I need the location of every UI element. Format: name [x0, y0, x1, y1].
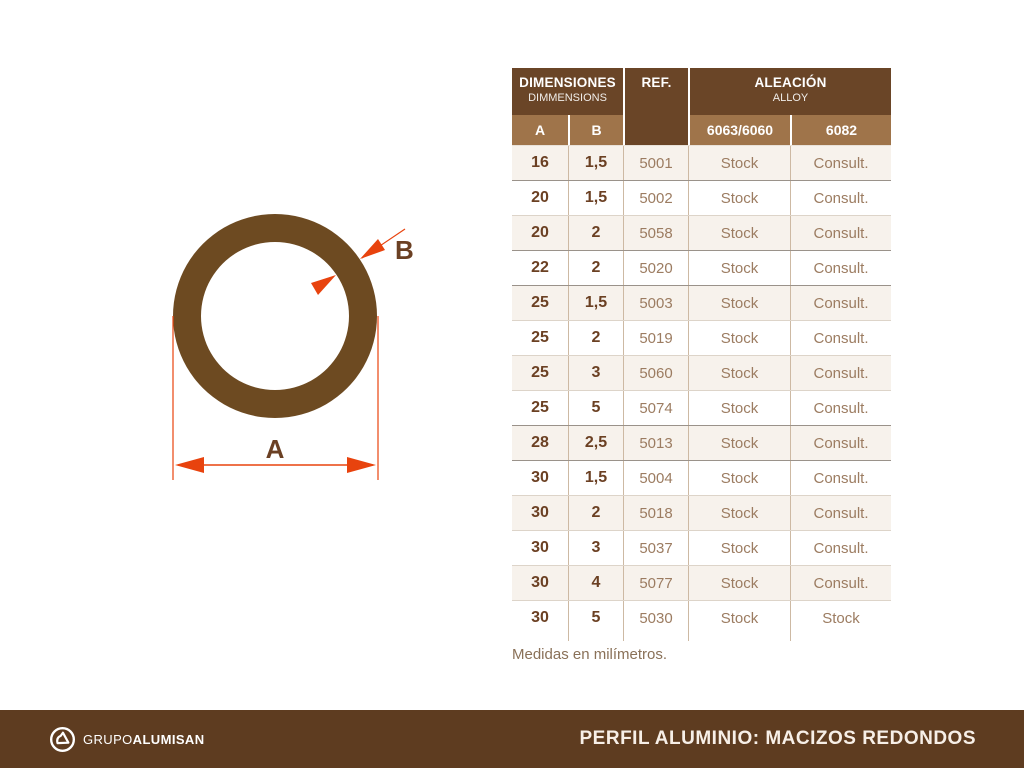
cell-a: 30: [531, 469, 549, 486]
cell-alloy-6082: Stock: [790, 601, 891, 635]
header-alloy: [688, 68, 891, 115]
cell-a: 25: [531, 329, 549, 346]
cell-b: 2: [568, 251, 623, 285]
dimension-a-arrowhead-right: [347, 457, 376, 473]
spec-table: [512, 68, 891, 641]
subheader-col-b: B: [568, 115, 623, 145]
table-row: [512, 565, 891, 600]
subheader-alloy-6063-6060: 6063/6060: [688, 115, 790, 145]
cell-alloy-6063-6060: Stock: [688, 391, 790, 425]
dimension-a-arrowhead-left: [175, 457, 204, 473]
cell-alloy-6082: Consult.: [790, 496, 891, 530]
cell-alloy-6082: Consult.: [790, 391, 891, 425]
table-row: [512, 320, 891, 355]
footer-bar: [0, 710, 1024, 768]
cell-b: 3: [568, 356, 623, 390]
table-row: [512, 530, 891, 565]
brand-text-bold: ALUMISAN: [132, 731, 205, 747]
cell-alloy-6082: Consult.: [790, 286, 891, 320]
table-row: [512, 600, 891, 635]
cell-alloy-6082: Consult.: [790, 566, 891, 600]
table-row: [512, 285, 891, 320]
table-header-main: [512, 68, 891, 115]
cell-alloy-6063-6060: Stock: [688, 566, 790, 600]
cell-alloy-6082: Consult.: [790, 461, 891, 495]
header-alloy-es: ALEACIÓN: [754, 75, 827, 90]
table-row: [512, 355, 891, 390]
cell-a: 20: [531, 189, 549, 206]
cell-alloy-6082: Consult.: [790, 216, 891, 250]
table-row: [512, 460, 891, 495]
header-ref: [623, 68, 688, 115]
cell-alloy-6063-6060: Stock: [688, 531, 790, 565]
cell-alloy-6082: Consult.: [790, 426, 891, 460]
cell-alloy-6082: Consult.: [790, 146, 891, 180]
cell-alloy-6063-6060: Stock: [688, 356, 790, 390]
cell-a: 25: [531, 399, 549, 416]
header-dimensions: [512, 68, 623, 115]
cell-ref: 5001: [623, 146, 688, 180]
subheader-col-ref: [623, 115, 688, 145]
dimension-b-arrowhead-outer: [360, 239, 385, 259]
cell-alloy-6063-6060: Stock: [688, 426, 790, 460]
subheader-alloy-6082: 6082: [790, 115, 891, 145]
cell-a: 30: [531, 574, 549, 591]
cell-ref: 5020: [623, 251, 688, 285]
table-row: [512, 390, 891, 425]
subheader-col-a: A: [512, 115, 568, 145]
cell-a: 20: [531, 224, 549, 241]
cell-ref: 5037: [623, 531, 688, 565]
table-row: [512, 495, 891, 530]
cell-ref: 5074: [623, 391, 688, 425]
cell-b: 4: [568, 566, 623, 600]
cell-a: 30: [531, 504, 549, 521]
brand-text-regular: GRUPO: [83, 731, 133, 747]
tube-cross-section-diagram: [140, 180, 440, 500]
header-dimensions-es: DIMENSIONES: [519, 75, 616, 90]
cell-alloy-6082: Consult.: [790, 321, 891, 355]
cell-ref: 5002: [623, 181, 688, 215]
table-row: [512, 180, 891, 215]
cell-b: 3: [568, 531, 623, 565]
cell-alloy-6063-6060: Stock: [688, 496, 790, 530]
cell-ref: 5004: [623, 461, 688, 495]
dimension-b-label: B: [395, 235, 414, 265]
brand-text: [83, 732, 204, 747]
cell-alloy-6063-6060: Stock: [688, 216, 790, 250]
cell-alloy-6082: Consult.: [790, 251, 891, 285]
dimension-b-arrowhead-inner: [311, 275, 336, 295]
cell-a: 22: [531, 259, 549, 276]
cell-ref: 5019: [623, 321, 688, 355]
cell-ref: 5077: [623, 566, 688, 600]
cell-b: 1,5: [568, 181, 623, 215]
cell-ref: 5018: [623, 496, 688, 530]
cell-alloy-6063-6060: Stock: [688, 286, 790, 320]
cell-b: 1,5: [568, 461, 623, 495]
header-ref-label: REF.: [641, 75, 672, 90]
page-title: PERFIL ALUMINIO: MACIZOS REDONDOS: [579, 728, 976, 749]
cell-alloy-6063-6060: Stock: [688, 181, 790, 215]
cell-ref: 5058: [623, 216, 688, 250]
alumisan-logo-icon: [48, 725, 77, 754]
cell-alloy-6063-6060: Stock: [688, 601, 790, 635]
table-row: [512, 425, 891, 460]
cell-alloy-6063-6060: Stock: [688, 146, 790, 180]
table-row: [512, 250, 891, 285]
cell-ref: 5013: [623, 426, 688, 460]
cell-ref: 5003: [623, 286, 688, 320]
cell-b: 5: [568, 601, 623, 635]
dimension-a-label: A: [265, 434, 285, 464]
cell-b: 1,5: [568, 146, 623, 180]
cell-b: 5: [568, 391, 623, 425]
cell-b: 2: [568, 321, 623, 355]
cell-alloy-6082: Consult.: [790, 181, 891, 215]
cell-alloy-6063-6060: Stock: [688, 251, 790, 285]
cell-b: 2: [568, 496, 623, 530]
cell-ref: 5030: [623, 601, 688, 635]
tube-ring: [173, 214, 377, 418]
brand-logo-group: [48, 725, 204, 754]
cell-a: 28: [531, 434, 549, 451]
cell-alloy-6082: Consult.: [790, 531, 891, 565]
cell-b: 1,5: [568, 286, 623, 320]
table-row: [512, 215, 891, 250]
header-alloy-en: ALLOY: [772, 91, 809, 104]
cell-b: 2: [568, 216, 623, 250]
table-bottom-ticks: [512, 635, 891, 641]
cell-alloy-6063-6060: Stock: [688, 321, 790, 355]
units-note: Medidas en milímetros.: [512, 646, 668, 663]
table-header-sub: [512, 115, 891, 145]
cell-a: 16: [531, 154, 549, 171]
header-dimensions-en: DIMMENSIONS: [528, 91, 607, 104]
cell-a: 25: [531, 294, 549, 311]
cell-a: 30: [531, 609, 549, 626]
table-body: [512, 145, 891, 635]
table-row: [512, 145, 891, 180]
cell-ref: 5060: [623, 356, 688, 390]
cell-alloy-6082: Consult.: [790, 356, 891, 390]
cell-alloy-6063-6060: Stock: [688, 461, 790, 495]
cell-a: 25: [531, 364, 549, 381]
cell-b: 2,5: [568, 426, 623, 460]
cell-a: 30: [531, 539, 549, 556]
